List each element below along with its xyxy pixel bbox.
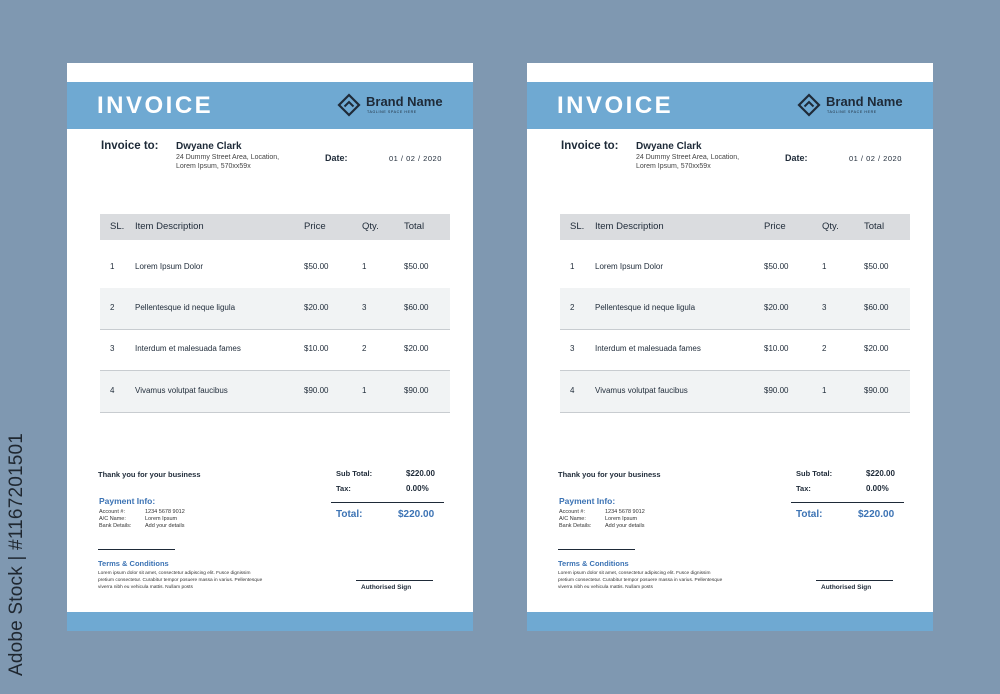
- table-header: [100, 214, 450, 240]
- signature-line: [816, 580, 893, 581]
- tax-value: 0.00%: [866, 484, 889, 493]
- terms-text: Lorem ipsum dolor sit amet, consectetur adipiscing elit. Fusce dignissim pretium consectetur. Curabitur tempor posuere massa in varius. Pellentesque viverra nibh eu vehicula mattis. Nullam posts: [98, 571, 263, 590]
- invoice-to-label: Invoice to:: [561, 140, 619, 152]
- client-name: Dwyane Clark: [176, 141, 242, 152]
- stock-watermark: Adobe Stock | #1167201501: [6, 432, 27, 676]
- brand-tagline: TAGLINE SPACE HERE: [367, 110, 417, 114]
- invoice-title: INVOICE: [557, 92, 674, 119]
- payment-label: A/C Name:: [99, 516, 126, 522]
- thank-you-note: Thank you for your business: [98, 470, 201, 479]
- payment-value: Lorem Ipsum: [605, 516, 638, 522]
- header-description: Item Description: [135, 221, 204, 232]
- thank-you-note: Thank you for your business: [558, 470, 661, 479]
- invoice-header-bar: [67, 82, 473, 129]
- row-qty: 1: [822, 386, 827, 395]
- invoice-header-bar: [527, 82, 933, 129]
- subtotal-value: $220.00: [866, 469, 895, 478]
- invoice-to-label: Invoice to:: [101, 140, 159, 152]
- table-row: [100, 371, 450, 413]
- signature-line: [356, 580, 433, 581]
- row-sl: 3: [110, 344, 115, 353]
- row-price: $10.00: [304, 344, 329, 353]
- row-total: $60.00: [864, 303, 889, 312]
- row-total: $50.00: [404, 262, 429, 271]
- table-row: [560, 247, 910, 289]
- row-sl: 1: [110, 262, 115, 271]
- row-qty: 2: [362, 344, 367, 353]
- tax-value: 0.00%: [406, 484, 429, 493]
- brand-name: Brand Name: [826, 94, 903, 109]
- header-sl: SL.: [110, 221, 125, 232]
- row-price: $50.00: [304, 262, 329, 271]
- payment-value: Add your details: [145, 523, 185, 529]
- row-sl: 1: [570, 262, 575, 271]
- terms-title: Terms & Conditions: [98, 559, 169, 568]
- date-value: 01 / 02 / 2020: [849, 154, 902, 163]
- diamond-logo-icon: [797, 93, 821, 117]
- total-value: $220.00: [398, 509, 435, 520]
- payment-label: Account #:: [559, 509, 585, 515]
- row-price: $20.00: [764, 303, 789, 312]
- total-label: Total:: [796, 509, 823, 520]
- table-row: [560, 329, 910, 371]
- row-description: Lorem Ipsum Dolor: [595, 262, 664, 271]
- invoice-title: INVOICE: [97, 92, 214, 119]
- payment-value: Add your details: [605, 523, 645, 529]
- row-qty: 1: [362, 386, 367, 395]
- payment-value: Lorem Ipsum: [145, 516, 178, 522]
- divider: [791, 502, 904, 503]
- invoice-page-1: [67, 63, 473, 631]
- row-qty: 1: [362, 262, 367, 271]
- payment-label: Account #:: [99, 509, 125, 515]
- payment-label: Bank Details:: [559, 523, 592, 529]
- row-sl: 2: [110, 303, 115, 312]
- terms-title: Terms & Conditions: [558, 559, 629, 568]
- row-description: Interdum et malesuada fames: [135, 344, 241, 353]
- row-description: Vivamus volutpat faucibus: [595, 386, 688, 395]
- header-price: Price: [304, 221, 326, 232]
- authorised-sign-label: Authorised Sign: [361, 584, 412, 591]
- client-name: Dwyane Clark: [636, 141, 702, 152]
- subtotal-label: Sub Total:: [796, 469, 833, 478]
- payment-value: 1234 5678 9012: [145, 509, 185, 515]
- row-total: $90.00: [864, 386, 889, 395]
- row-sl: 3: [570, 344, 575, 353]
- client-address: 24 Dummy Street Area, Location, Lorem Ipsum, 570xx59x: [636, 154, 740, 170]
- payment-label: Bank Details:: [99, 523, 132, 529]
- payment-info-title: Payment Info:: [99, 496, 156, 506]
- payment-label: A/C Name:: [559, 516, 586, 522]
- terms-text: Lorem ipsum dolor sit amet, consectetur adipiscing elit. Fusce dignissim pretium consectetur. Curabitur tempor posuere massa in varius. Pellentesque viverra nibh eu vehicula mattis. Nullam posts: [558, 571, 723, 590]
- divider: [558, 549, 635, 550]
- payment-value: 1234 5678 9012: [605, 509, 645, 515]
- payment-info-title: Payment Info:: [559, 496, 616, 506]
- table-row: [560, 371, 910, 413]
- table-row: [100, 288, 450, 330]
- date-label: Date:: [785, 153, 808, 163]
- tax-label: Tax:: [336, 484, 351, 493]
- brand-name: Brand Name: [366, 94, 443, 109]
- row-total: $20.00: [864, 344, 889, 353]
- row-description: Lorem Ipsum Dolor: [135, 262, 204, 271]
- invoice-footer-bar: [527, 612, 933, 631]
- row-qty: 3: [362, 303, 367, 312]
- row-price: $20.00: [304, 303, 329, 312]
- row-total: $50.00: [864, 262, 889, 271]
- row-description: Interdum et malesuada fames: [595, 344, 701, 353]
- brand-tagline: TAGLINE SPACE HERE: [827, 110, 877, 114]
- header-description: Item Description: [595, 221, 664, 232]
- table-row: [560, 288, 910, 330]
- date-value: 01 / 02 / 2020: [389, 154, 442, 163]
- header-price: Price: [764, 221, 786, 232]
- row-sl: 2: [570, 303, 575, 312]
- client-address: 24 Dummy Street Area, Location, Lorem Ipsum, 570xx59x: [176, 154, 280, 170]
- row-total: $90.00: [404, 386, 429, 395]
- total-label: Total:: [336, 509, 363, 520]
- row-sl: 4: [110, 386, 115, 395]
- row-description: Pellentesque id neque ligula: [595, 303, 696, 312]
- row-qty: 1: [822, 262, 827, 271]
- row-price: $50.00: [764, 262, 789, 271]
- total-value: $220.00: [858, 509, 895, 520]
- row-total: $60.00: [404, 303, 429, 312]
- row-price: $10.00: [764, 344, 789, 353]
- row-sl: 4: [570, 386, 575, 395]
- row-description: Vivamus volutpat faucibus: [135, 386, 228, 395]
- table-row: [100, 329, 450, 371]
- invoice-footer-bar: [67, 612, 473, 631]
- row-description: Pellentesque id neque ligula: [135, 303, 236, 312]
- row-total: $20.00: [404, 344, 429, 353]
- header-total: Total: [864, 221, 885, 232]
- header-sl: SL.: [570, 221, 585, 232]
- table-header: [560, 214, 910, 240]
- subtotal-value: $220.00: [406, 469, 435, 478]
- row-qty: 3: [822, 303, 827, 312]
- divider: [331, 502, 444, 503]
- header-qty: Qty.: [822, 221, 839, 232]
- table-row: [100, 247, 450, 289]
- diamond-logo-icon: [337, 93, 361, 117]
- row-qty: 2: [822, 344, 827, 353]
- header-total: Total: [404, 221, 425, 232]
- date-label: Date:: [325, 153, 348, 163]
- invoice-page-2: [527, 63, 933, 631]
- header-qty: Qty.: [362, 221, 379, 232]
- subtotal-label: Sub Total:: [336, 469, 373, 478]
- tax-label: Tax:: [796, 484, 811, 493]
- authorised-sign-label: Authorised Sign: [821, 584, 872, 591]
- divider: [98, 549, 175, 550]
- row-price: $90.00: [764, 386, 789, 395]
- row-price: $90.00: [304, 386, 329, 395]
